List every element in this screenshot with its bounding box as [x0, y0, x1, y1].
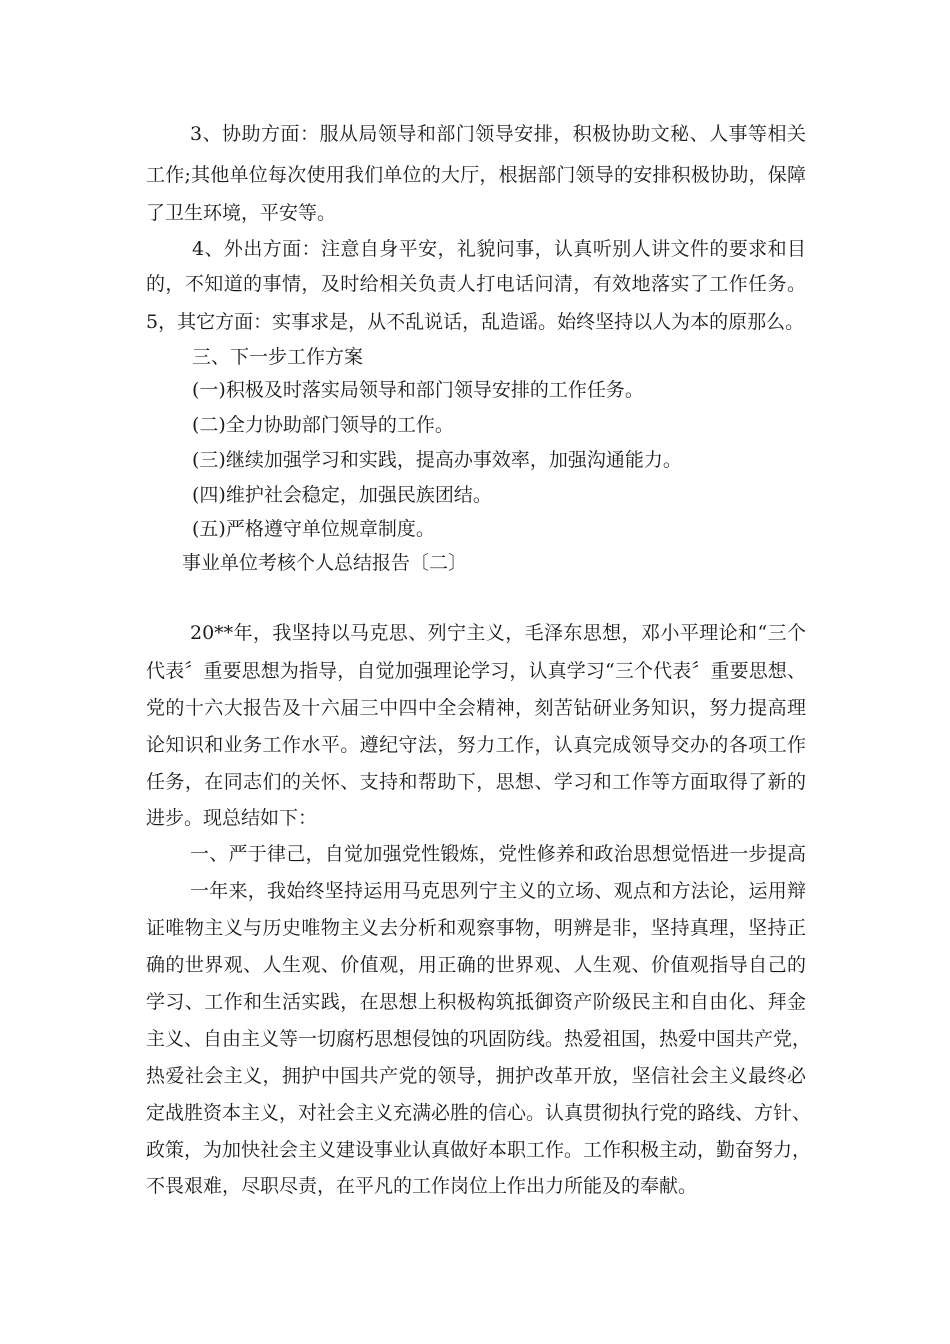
plan-item: (四)维护社会稳定，加强民族团结。: [192, 484, 492, 506]
paragraph-line: 任务，在同志们的关怀、支持和帮助下，思想、学习和工作等方面取得了新的: [146, 771, 806, 793]
paragraph-line: 代表〞重要思想为指导，自觉加强理论学习，认真学习“三个代表〞重要思想、: [146, 660, 806, 682]
paragraph-line: 热爱社会主义，拥护中国共产党的领导，拥护改革开放，坚信社会主义最终必: [146, 1065, 806, 1087]
paragraph-line: 确的世界观、人生观、价值观，用正确的世界观、人生观、价值观指导自己的: [146, 954, 806, 976]
report-title: 事业单位考核个人总结报告〔二〕: [182, 552, 468, 574]
plan-item: (五)严格遵守单位规章制度。: [192, 518, 435, 540]
plan-item: (一)积极及时落实局领导和部门领导安排的工作任务。: [192, 379, 644, 401]
paragraph-line: 进步。现总结如下：: [146, 807, 318, 829]
paragraph-line: 一年来，我始终坚持运用马克思列宁主义的立场、观点和方法论，运用辩: [190, 880, 806, 902]
paragraph-line: 证唯物主义与历史唯物主义去分析和观察事物，明辨是非，坚持真理，坚持正: [146, 917, 806, 939]
paragraph-line: 定战胜资本主义，对社会主义充满必胜的信心。认真贯彻执行党的路线、方针、: [146, 1102, 812, 1124]
paragraph-line: 4、外出方面：注意自身平安，礼貌问事，认真听别人讲文件的要求和目: [192, 238, 806, 260]
paragraph-line: 党的十六大报告及十六届三中四中全会精神，刻苦钻研业务知识，努力提高理: [146, 697, 806, 719]
paragraph-line: 不畏艰难，尽职尽责，在平凡的工作岗位上作出力所能及的奉献。: [146, 1175, 698, 1197]
paragraph-line: 了卫生环境，平安等。: [146, 202, 337, 224]
paragraph-line: 学习、工作和生活实践，在思想上积极构筑抵御资产阶级民主和自由化、拜金: [146, 991, 806, 1013]
paragraph-line: 主义、自由主义等一切腐朽思想侵蚀的巩固防线。热爱祖国，热爱中国共产党，: [146, 1028, 812, 1050]
plan-item: (二)全力协助部门领导的工作。: [192, 414, 454, 436]
paragraph-line: 的，不知道的事情，及时给相关负责人打电话问清，有效地落实了工作任务。: [146, 273, 806, 295]
paragraph-line: 政策，为加快社会主义建设事业认真做好本职工作。工作积极主动，勤奋努力，: [146, 1139, 812, 1161]
plan-item: (三)继续加强学习和实践，提高办事效率，加强沟通能力。: [192, 449, 682, 471]
paragraph-line: 论知识和业务工作水平。遵纪守法，努力工作，认真完成领导交办的各项工作: [146, 734, 806, 756]
paragraph-line: 20**年，我坚持以马克思、列宁主义，毛泽东思想，邓小平理论和“三个: [190, 622, 806, 644]
section-heading: 三、下一步工作方案: [192, 346, 364, 368]
paragraph-line: 3、协助方面：服从局领导和部门领导安排，积极协助文秘、人事等相关: [190, 123, 806, 145]
section-heading: 一、严于律己，自觉加强党性锻炼，党性修养和政治思想觉悟进一步提高: [190, 843, 806, 865]
paragraph-line: 5，其它方面：实事求是，从不乱说话，乱造谣。始终坚持以人为本的原那么。: [146, 311, 805, 333]
paragraph-line: 工作;其他单位每次使用我们单位的大厅，根据部门领导的安排积极协助，保障: [146, 164, 806, 186]
